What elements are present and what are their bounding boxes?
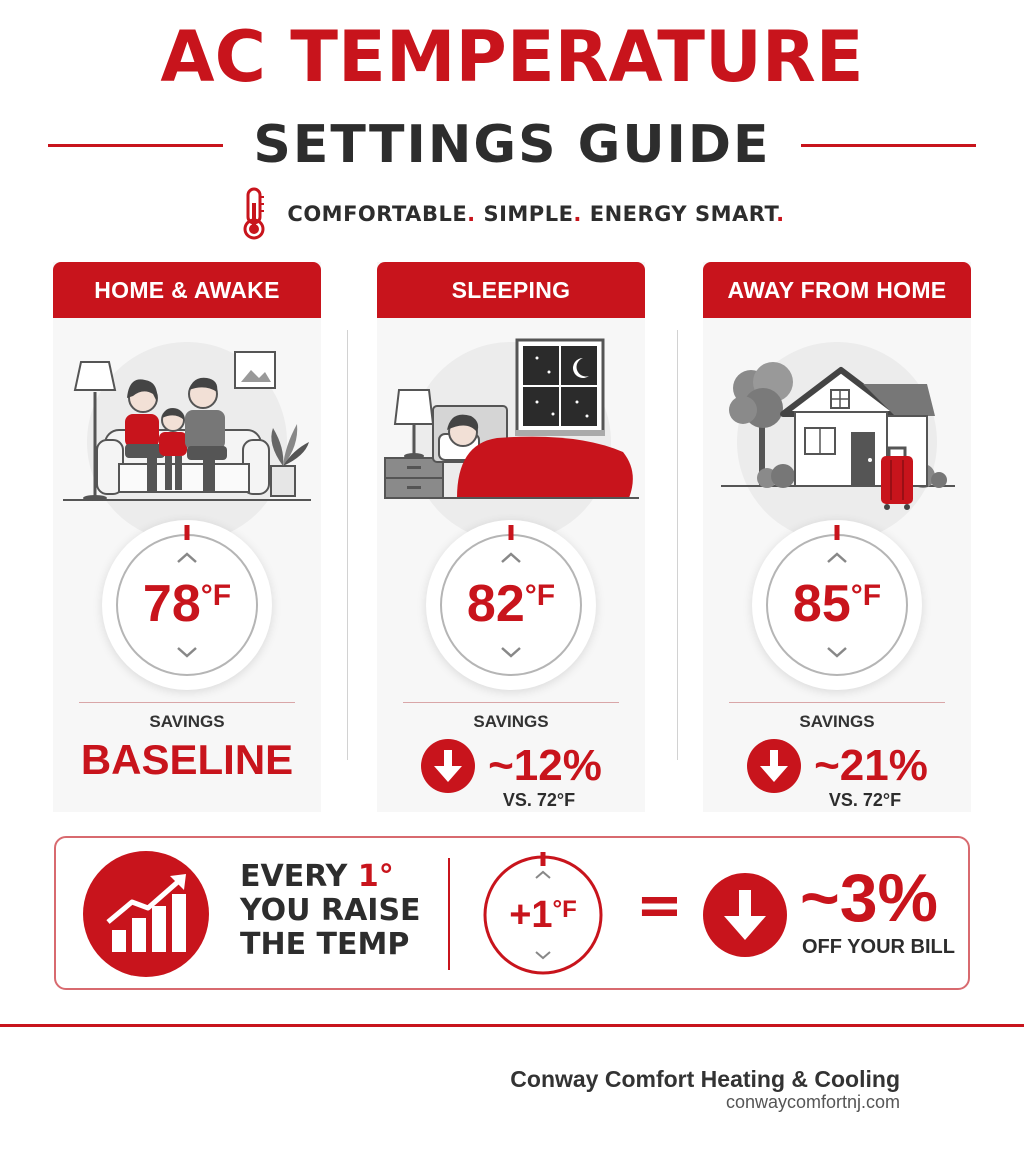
tagline: COMFORTABLE. SIMPLE. ENERGY SMART. (287, 202, 785, 226)
card-away-from-home (703, 262, 971, 812)
arrow-down-circle-icon (420, 738, 476, 794)
page-title: AC TEMPERATURE (160, 16, 864, 98)
company-name: Conway Comfort Heating & Cooling (510, 1066, 900, 1092)
subtitle-row (0, 115, 1024, 175)
plus-one-unit: °F (552, 896, 577, 923)
chevron-up-icon (502, 554, 520, 562)
temperature-unit: °F (850, 579, 882, 612)
column-divider (677, 330, 678, 760)
thermometer-icon (239, 187, 269, 241)
plus-one-value: +1 (509, 894, 553, 936)
person-sleeping-icon (377, 332, 645, 532)
tip-text (240, 860, 440, 962)
chevron-up-icon (828, 554, 846, 562)
company-website[interactable]: conwaycomfortnj.com (725, 1092, 900, 1112)
title-rule-right (801, 144, 976, 147)
temperature-dial (752, 520, 922, 690)
tagline-word-3: ENERGY SMART (589, 202, 777, 226)
temperature-value: 85 (792, 575, 851, 633)
tip-line-2: YOU RAISE (240, 893, 421, 928)
savings-comparison: VS. 72°F (502, 790, 576, 810)
savings-value: ~21% (814, 741, 928, 790)
savings-label: SAVINGS (149, 712, 225, 731)
title-rule-left (48, 144, 223, 147)
tip-panel (54, 836, 970, 990)
savings-value: ~12% (488, 741, 602, 790)
temperature-dial (102, 520, 272, 690)
card-divider (403, 702, 619, 703)
page-subtitle: SETTINGS GUIDE (253, 115, 771, 175)
arrow-down-circle-icon (702, 872, 788, 958)
temperature-value: 82 (466, 575, 525, 633)
savings-comparison: VS. 72°F (828, 790, 902, 810)
temperature-value: 78 (142, 575, 201, 633)
plus-one-dial (480, 852, 606, 978)
tip-divider (448, 858, 450, 970)
temperature-unit: °F (200, 579, 232, 612)
equals-sign: = (636, 873, 683, 938)
plus-one-readout (480, 896, 606, 934)
family-on-couch-icon (53, 332, 321, 532)
card-sleeping (377, 262, 645, 812)
tip-line-3: THE TEMP (240, 927, 410, 962)
savings-value: BASELINE (80, 736, 294, 783)
savings-label: SAVINGS (473, 712, 549, 731)
card-home-awake (53, 262, 321, 812)
temperature-unit: °F (524, 579, 556, 612)
savings-row (377, 738, 645, 794)
savings-row (703, 738, 971, 794)
card-heading: HOME & AWAKE (53, 262, 321, 318)
footer-rule (0, 1024, 1024, 1027)
temperature-readout (752, 575, 922, 633)
tagline-row (0, 186, 1024, 242)
chevron-down-icon (502, 648, 520, 656)
house-with-suitcase-icon (703, 332, 971, 532)
card-divider (729, 702, 945, 703)
chevron-up-icon (178, 554, 196, 562)
chevron-down-icon (828, 648, 846, 656)
column-divider (347, 330, 348, 760)
rising-bar-chart-icon (82, 850, 210, 978)
temperature-dial (426, 520, 596, 690)
bill-savings-value: ~3% (800, 860, 938, 936)
card-divider (79, 702, 295, 703)
temperature-readout (102, 575, 272, 633)
tagline-word-1: COMFORTABLE (287, 202, 468, 226)
savings-label: SAVINGS (799, 712, 875, 731)
bill-savings-caption: OFF YOUR BILL (802, 936, 955, 958)
arrow-down-circle-icon (746, 738, 802, 794)
tagline-word-2: SIMPLE (483, 202, 574, 226)
tip-line-1b: 1° (357, 859, 394, 894)
tip-line-1a: EVERY (240, 859, 358, 894)
temperature-readout (426, 575, 596, 633)
card-heading: SLEEPING (377, 262, 645, 318)
chevron-down-icon (178, 648, 196, 656)
card-heading: AWAY FROM HOME (703, 262, 971, 318)
